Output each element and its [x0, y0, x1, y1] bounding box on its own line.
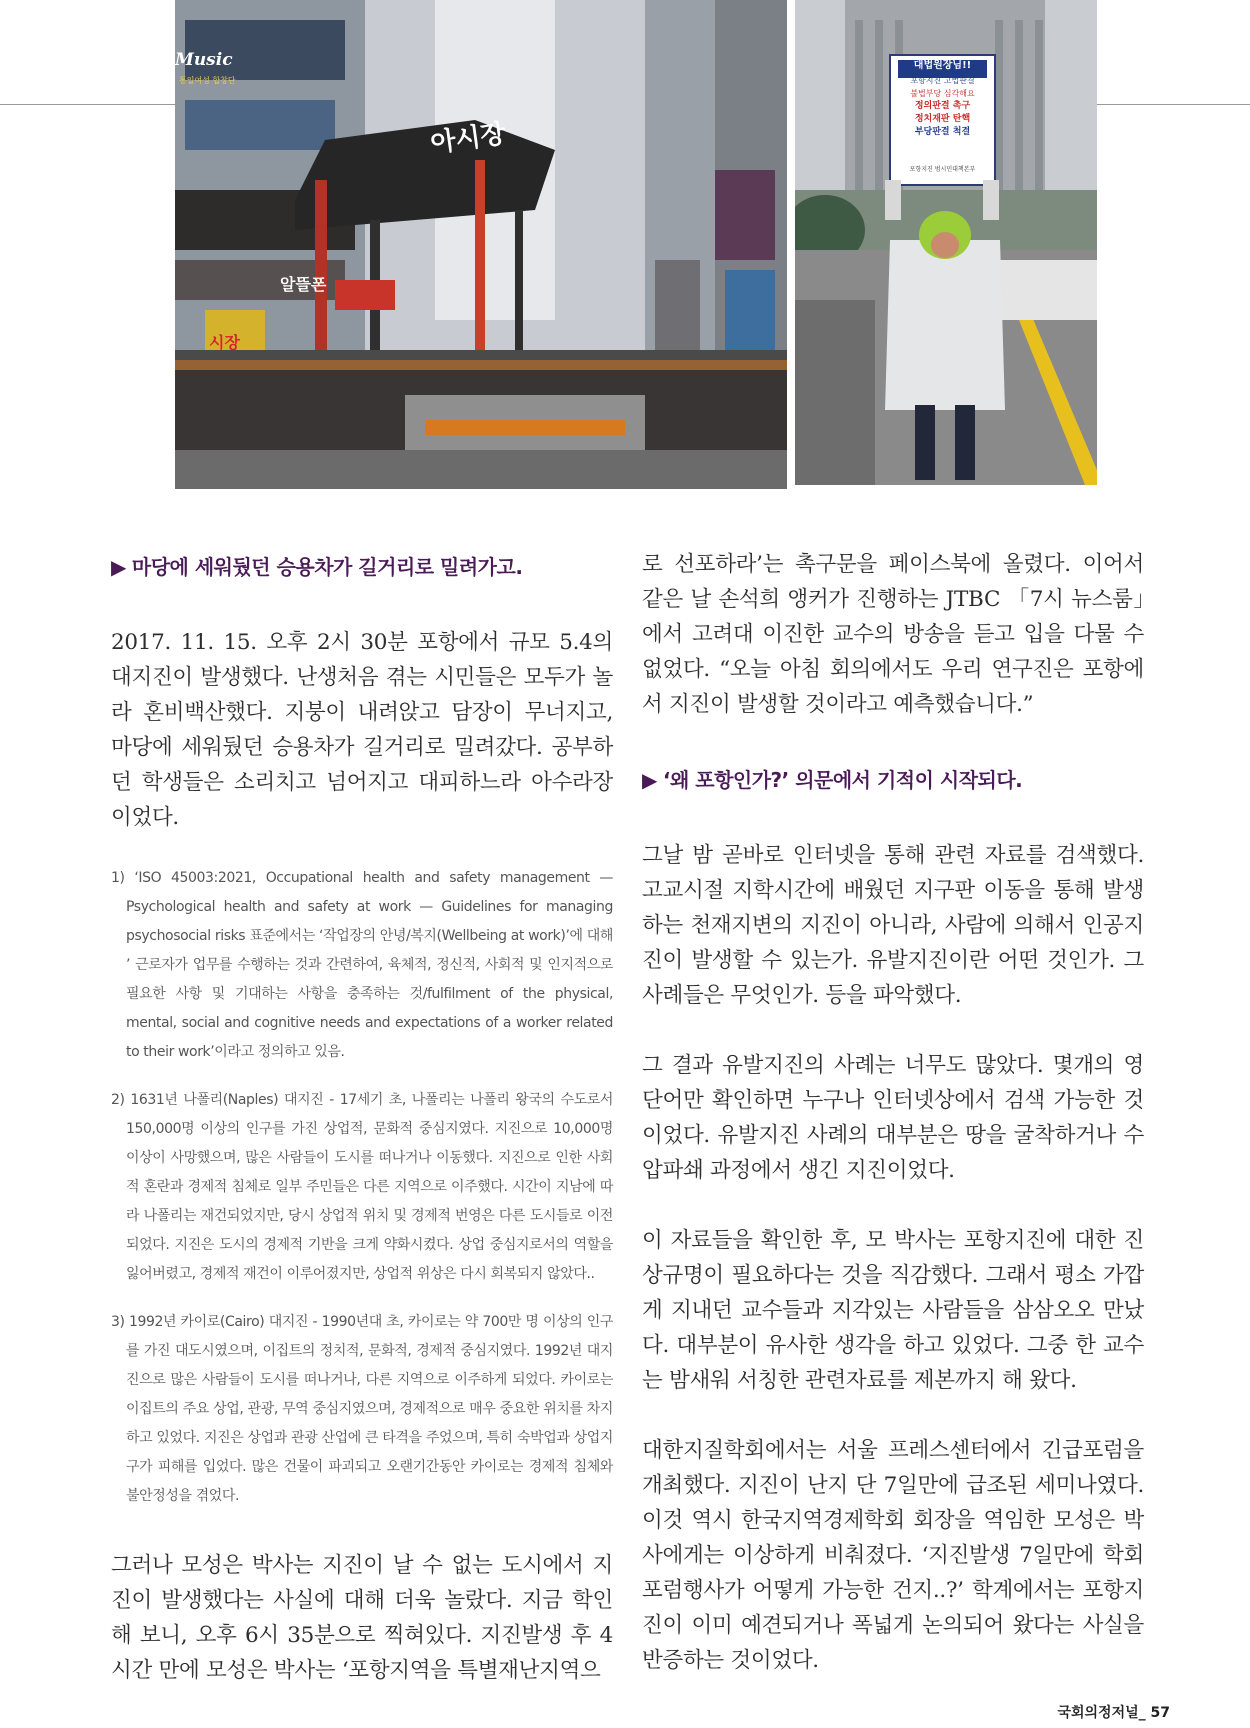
photo-market-rally — [175, 0, 787, 489]
footnotes — [111, 864, 613, 1511]
section-heading-1 — [111, 551, 613, 580]
left-column — [111, 551, 613, 1688]
section-heading-1-text: 마당에 세워뒀던 승용차가 길거리로 밀려가고. — [131, 555, 523, 579]
paragraph-surprise: 그러나 모성은 박사는 지진이 날 수 없는 도시에서 지진이 발생했다는 사실에 대해 더욱 놀랐다. 지금 학인해 보니, 오후 6시 35분으로 찍혀있다. 지진발생 후 4시간 만에 모성은 박사는 ‘포항지역을 특별재난지역으 — [111, 1553, 613, 1683]
footnote-1: 1) ‘ISO 45003:2021, Occupational health and safety management — Psychological health and safety at work — Guidelines for managing psychosocial risks 표준에서는 ‘작업장의 안녕/복지(Wellbeing at work)’에 대해 ’ 근로자가 업무를 수행하는 것과 간련하여, 육체적, 정신적, 사회적 및 인지적으로 필요한 사항 및 기대하는 사항을 충족하는 것/fulfilment of the physical, mental, social and cognitive needs and expectations of a worker related to their work’이라고 정의하고 있음. — [111, 870, 613, 1060]
triangle-bullet-icon: ▶ — [111, 555, 126, 579]
arch-sign: 아시장 — [428, 118, 508, 160]
footnote-2: 2) 1631년 나폴리(Naples) 대지진 - 17세기 초, 나폴리는 나폴리 왕국의 수도로서 150,000명 이상의 인구를 가진 상업적, 문화적 중심지였다. 지진으로 10,000명 이상이 사망했으며, 많은 사람들이 도시를 떠나거나 이동했다. 지진으로 인한 사회적 혼란과 경제적 침체로 일부 주민들은 다른 지역으로 이주했다. 시간이 지남에 따라 나폴리는 재건되었지만, 당시 상업적 위치 및 경제적 번영은 다른 도시들로 이전되었다. 지진은 도시의 경제적 기반을 크게 약화시켰다. 상업 중심지로서의 역할을 잃어버렸고, 경제적 재건이 이루어졌지만, 상업적 위상은 다시 회복되지 않았다.. — [111, 1092, 613, 1282]
footnote-3: 3) 1992년 카이로(Cairo) 대지진 - 1990년대 초, 카이로는 약 700만 명 이상의 인구를 가진 대도시였으며, 이집트의 정치적, 문화적, 경제적 중심지였다. 1992년 대지진으로 많은 사람들이 도시를 떠나거나, 다른 지역으로 이주하게 되었다. 카이로는 이집트의 주요 상업, 관광, 무역 중심지였으며, 경제적으로 매우 중요한 위치를 차지하고 있었다. 지진은 상업과 관광 산업에 큰 타격을 주었으며, 특히 숙박업과 상업지구가 피해를 입었다. 많은 건물이 파괴되고 오랜기간동안 카이로는 경제적 침체와 불안정성을 겪었다. — [111, 1314, 613, 1504]
banner-sign: 시장 — [209, 333, 240, 352]
photo-protester — [795, 0, 1097, 485]
placard-line-6: 부당판결 척결 — [914, 127, 971, 137]
sign-music: Music — [175, 50, 233, 70]
section-heading-2 — [642, 764, 1144, 793]
paragraph-investigation: 이 자료들을 확인한 후, 모 박사는 포항지진에 대한 진상규명이 필요하다는 것을 직감했다. 그래서 평소 가깝게 지내던 교수들과 지각있는 사람들을 삼삼오오 만났다. 대부분이 유사한 생각을 하고 있었다. 그중 한 교수는 밤새워 서칭한 관련자료를 제본까지 해 왔다. — [642, 1228, 1144, 1393]
triangle-bullet-icon: ▶ — [642, 768, 657, 792]
paragraph-earthquake: 2017. 11. 15. 오후 2시 30분 포항에서 규모 5.4의 대지진이 발생했다. 난생처음 겪는 시민들은 모두가 놀라 혼비백산했다. 지붕이 내려앉고 담장이 무너지고, 마당에 세워뒀던 승용차가 길거리로 밀려갔다. 공부하던 학생들은 소리치고 넘어지고 대피하느라 아수라장이었다. — [111, 630, 613, 830]
placard-line-2: 포항지진 고법판결 — [910, 76, 975, 85]
sign-music-sub: 통일여성 합창단 — [179, 76, 236, 85]
top-rule-right — [1096, 104, 1250, 105]
page-footer: 국회의정저널_ 57 — [1057, 1705, 1170, 1721]
placard-line-5: 정치재판 탄핵 — [914, 114, 971, 124]
right-column — [642, 547, 1144, 1678]
placard — [890, 58, 995, 176]
placard-line-4: 정의판결 촉구 — [914, 101, 971, 111]
section-heading-2-text: ‘왜 포항인가?’ 의문에서 기적이 시작되다. — [662, 768, 1023, 792]
paragraph-forum: 대한지질학회에서는 서울 프레스센터에서 긴급포럼을 개최했다. 지진이 난지 단 7일만에 급조된 세미나였다. 이것 역시 한국지역경제학회 회장을 역임한 모성은 박사에게는 이상하게 비춰졌다. ‘지진발생 7일만에 학회 포럼행사가 어떻게 가능한 건지..?’ 학계에서는 포항지진이 이미 예견되거나 폭넓게 논의되어 왔다는 사실을 반증하는 것이었다. — [642, 1438, 1144, 1673]
shop-sign: 알뜰폰 — [280, 275, 327, 294]
paragraph-facebook: 로 선포하라’는 촉구문을 페이스북에 올렸다. 이어서 같은 날 손석희 앵커가 진행하는 JTBC 「7시 뉴스룸」에서 고려대 이진한 교수의 방송을 듣고 입을 다물 수 없었다. “오늘 아침 회의에서도 우리 연구진은 포항에서 지진이 발생할 것이라고 예측했습니다.” — [642, 552, 1144, 717]
top-rule-left — [0, 104, 175, 105]
paragraph-search: 그날 밤 곧바로 인터넷을 통해 관련 자료를 검색했다. 고교시절 지학시간에 배웠던 지구판 이동을 통해 발생하는 천재지변의 지진이 아니라, 사람에 의해서 인공지진이 발생할 수 있는가. 유발지진이란 어떤 것인가. 그 사례들은 무엇인가. 등을 파악했다. — [642, 843, 1144, 1008]
placard-line-1: 대법원장님!! — [913, 60, 972, 71]
paragraph-results: 그 결과 유발지진의 사례는 너무도 많았다. 몇개의 영단어만 확인하면 누구나 인터넷상에서 검색 가능한 것이었다. 유발지진 사례의 대부분은 땅을 굴착하거나 수압파쇄 과정에서 생긴 지진이었다. — [642, 1053, 1144, 1183]
placard-line-3: 불법부당 심각해요 — [910, 89, 975, 98]
placard-line-7: 포항지진 범시민대책본부 — [909, 166, 976, 173]
